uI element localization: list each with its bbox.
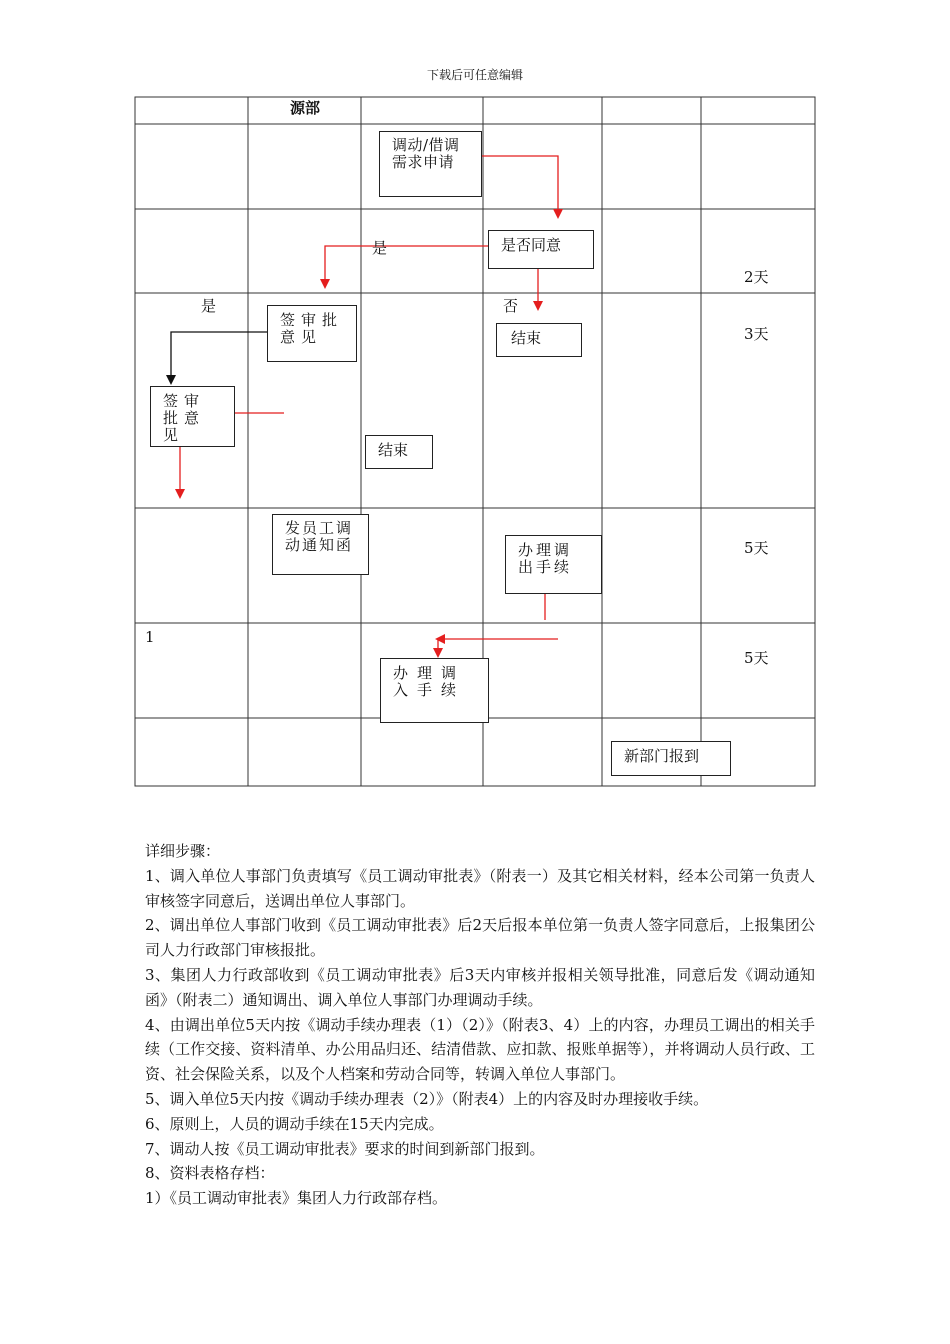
step-4: 4、由调出单位5天内按《调动手续办理表（1）（2）》（附表3、4）上的内容，办理员工调出的相关手续（工作交接、资料清单、办公用品归还、结清借款、应扣款、报账单据等），并将调动人员行政、工资、社会保险关系，以及个人档案和劳动合同等，转调入单位人事部门。 (145, 1015, 815, 1084)
sign-opinion-box-1: 签审批意见 (267, 305, 357, 362)
transfer-out-box: 办理调出手续 (505, 535, 602, 594)
header-note: 下载后可任意编辑 (426, 68, 523, 82)
agree-decision-box: 是否同意 (488, 230, 594, 269)
step-7: 7、调动人按《员工调动审批表》要求的时间到新部门报到。 (145, 1139, 545, 1158)
step-3: 3、集团人力行政部收到《员工调动审批表》后3天内审核并报相关领导批准，同意后发《调动通知函》（附表二）通知调出、调入单位人事部门办理调动手续。 (145, 965, 815, 1009)
detailed-steps (145, 839, 815, 1211)
step-2: 2、调出单位人事部门收到《员工调动审批表》后2天后报本单位第一负责人签字同意后，上报集团公司人力行政部门审核报批。 (145, 916, 815, 960)
step-5: 5、调入单位5天内按《调动手续办理表（2）》（附表4）上的内容及时办理接收手续。 (145, 1089, 709, 1108)
steps-title: 详细步骤： (145, 842, 221, 860)
step-6: 6、原则上，人员的调动手续在15天内完成。 (145, 1114, 444, 1133)
notice-box: 发员工调动通知函 (272, 514, 369, 575)
no-label: 否 (503, 297, 519, 315)
yes-label-1: 是 (372, 239, 388, 257)
duration-3-days: 3天 (744, 325, 769, 343)
yes-label-2: 是 (201, 297, 217, 315)
step-8: 8、资料表格存档： (145, 1164, 275, 1183)
sign-opinion-box-2: 签审批意见 (150, 386, 235, 447)
end-box-2: 结束 (365, 435, 433, 469)
arrow-sign-to-left (171, 332, 268, 376)
report-box: 新部门报到 (611, 741, 731, 776)
duration-2-days: 2天 (744, 268, 769, 286)
end-box-1: 结束 (496, 323, 582, 357)
step-9: 1）《员工调动审批表》集团人力行政部存档。 (145, 1189, 448, 1208)
row-label: 1 (145, 628, 155, 646)
duration-5-days-a: 5天 (744, 539, 769, 557)
duration-5-days-b: 5天 (744, 649, 769, 667)
transfer-in-box: 办理调入手续 (380, 658, 489, 723)
request-box: 调动/借调需求申请 (379, 131, 482, 197)
arrow-request-to-agree (481, 156, 558, 210)
column-header-source: 源部 (290, 99, 321, 117)
arrow-agree-yes (325, 246, 488, 280)
step-1: 1、调入单位人事部门负责填写《员工调动审批表》（附表一）及其它相关材料，经本公司第一负责人审核签字同意后，送调出单位人事部门。 (145, 866, 815, 910)
